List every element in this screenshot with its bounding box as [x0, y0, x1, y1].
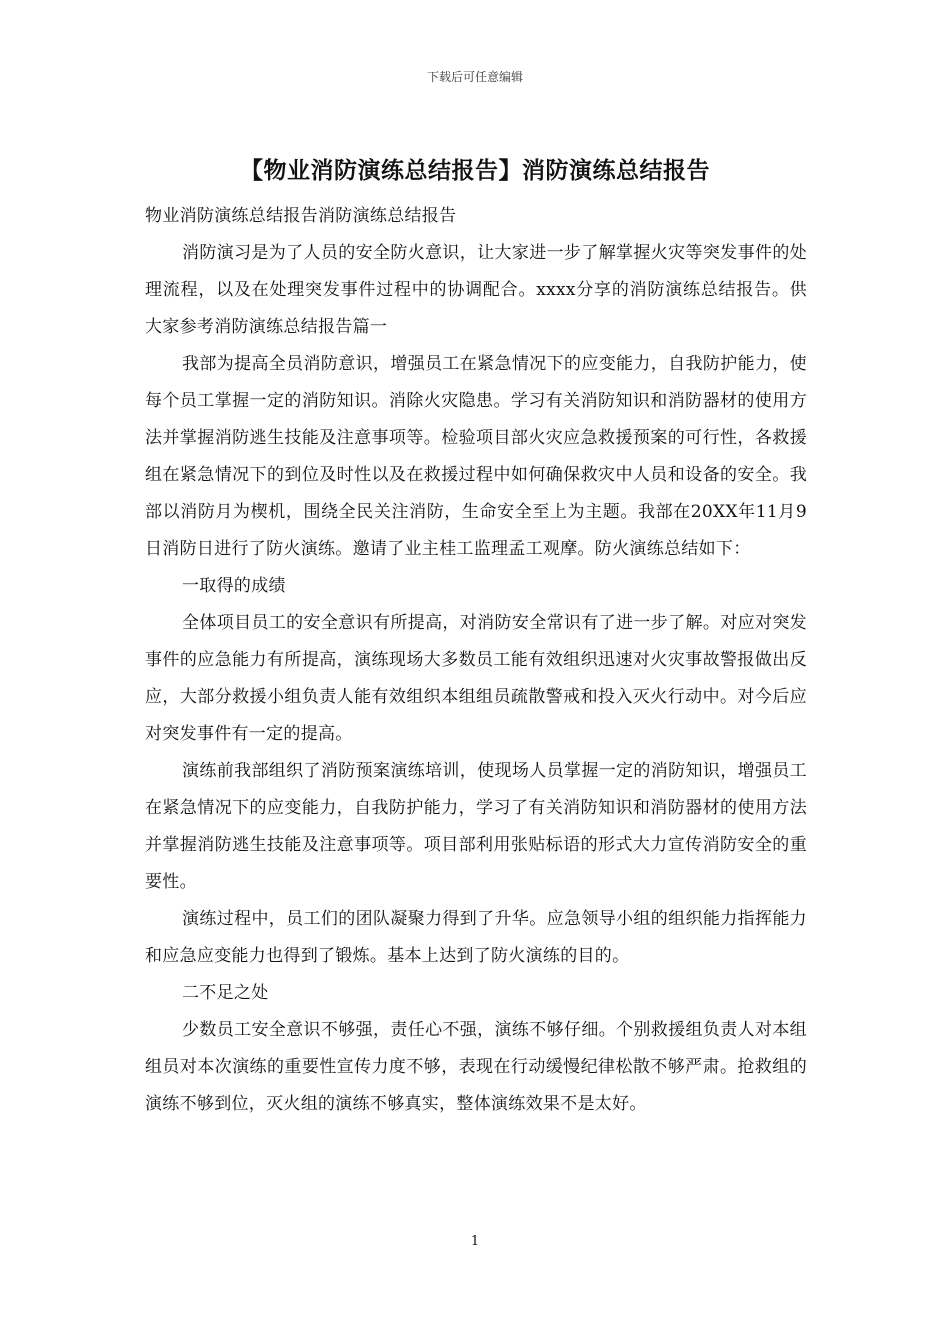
- header-note: 下载后可任意编辑: [426, 70, 523, 84]
- document-body: [145, 198, 807, 1123]
- page-number: 1: [470, 1234, 480, 1249]
- paragraph: 消防演习是为了人员的安全防火意识，让大家进一步了解掌握火灾等突发事件的处理流程，以及在处理突发事件过程中的协调配合。xxxx分享的消防演练总结报告。供大家参考消防演练总结报告篇一: [145, 243, 807, 337]
- section-heading: 二不足之处: [182, 983, 269, 1003]
- paragraph: 物业消防演练总结报告消防演练总结报告: [145, 206, 457, 226]
- paragraph: 全体项目员工的安全意识有所提高，对消防安全常识有了进一步了解。对应对突发事件的应急能力有所提高，演练现场大多数员工能有效组织迅速对火灾事故警报做出反应，大部分救援小组负责人能有效组织本组组员疏散警戒和投入灭火行动中。对今后应对突发事件有一定的提高。: [145, 613, 807, 744]
- paragraph: 我部为提高全员消防意识，增强员工在紧急情况下的应变能力，自我防护能力，使每个员工掌握一定的消防知识。消除火灾隐患。学习有关消防知识和消防器材的使用方法并掌握消防逃生技能及注意事项等。检验项目部火灾应急救援预案的可行性，各救援组在紧急情况下的到位及时性以及在救援过程中如何确保救灾中人员和设备的安全。我部以消防月为楔机，围绕全民关注消防，生命安全至上为主题。我部在20XX年11月9日消防日进行了防火演练。邀请了业主桂工监理孟工观摩。防火演练总结如下：: [145, 354, 807, 559]
- paragraph: 演练前我部组织了消防预案演练培训，使现场人员掌握一定的消防知识，增强员工在紧急情况下的应变能力，自我防护能力，学习了有关消防知识和消防器材的使用方法并掌握消防逃生技能及注意事项等。项目部利用张贴标语的形式大力宣传消防安全的重要性。: [145, 761, 807, 892]
- section-heading: 一取得的成绩: [182, 576, 286, 596]
- document-title: 【物业消防演练总结报告】消防演练总结报告: [240, 157, 710, 184]
- paragraph: 演练过程中，员工们的团队凝聚力得到了升华。应急领导小组的组织能力指挥能力和应急应变能力也得到了锻炼。基本上达到了防火演练的目的。: [145, 909, 807, 966]
- paragraph: 少数员工安全意识不够强，责任心不强，演练不够仔细。个别救援组负责人对本组组员对本次演练的重要性宣传力度不够，表现在行动缓慢纪律松散不够严肃。抢救组的演练不够到位，灭火组的演练不够真实，整体演练效果不是太好。: [145, 1020, 807, 1114]
